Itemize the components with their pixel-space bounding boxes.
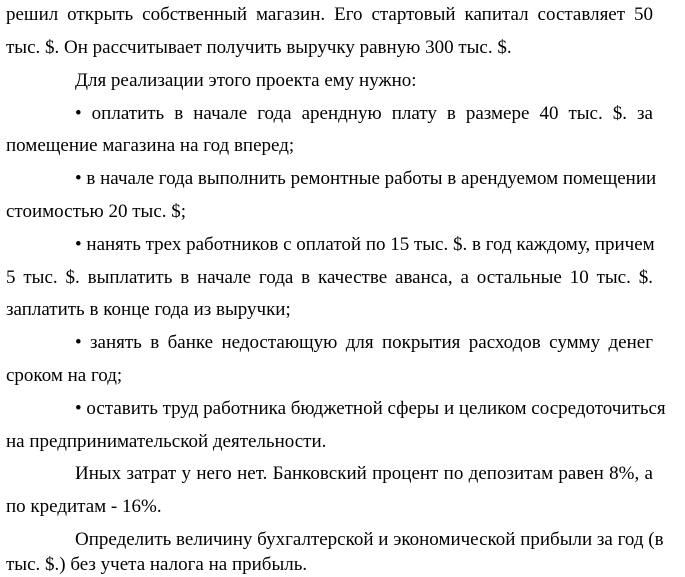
bullet-line: • оставить труд работника бюджетной сферы и целиком сосредоточиться bbox=[75, 398, 666, 419]
bullet-line: • нанять трех работников с оплатой по 15 тыс. $. в год каждому, причем bbox=[75, 234, 655, 255]
text-line: тыс. $. Он рассчитывает получить выручку равную 300 тыс. $. bbox=[6, 37, 512, 58]
text-line: по кредитам - 16%. bbox=[6, 496, 162, 517]
bullet-line: • в начале года выполнить ремонтные работы в арендуемом помещении bbox=[75, 168, 657, 189]
text-line: на предпринимательской деятельности. bbox=[6, 431, 327, 452]
text-line: Определить величину бухгалтерской и экономической прибыли за год (в bbox=[75, 529, 664, 550]
text-line: Иных затрат у него нет. Банковский процент по депозитам равен 8%, а bbox=[75, 463, 653, 484]
text-line: заплатить в конце года из выручки; bbox=[6, 299, 291, 320]
text-line: стоимостью 20 тыс. $; bbox=[6, 201, 187, 222]
bullet-line: • оплатить в начале года арендную плату в размере 40 тыс. $. за bbox=[75, 103, 653, 124]
text-line: решил открыть собственный магазин. Его стартовый капитал составляет 50 bbox=[6, 4, 653, 25]
text-line: 5 тыс. $. выплатить в начале года в качестве аванса, а остальные 10 тыс. $. bbox=[6, 267, 653, 288]
text-line: Для реализации этого проекта ему нужно: bbox=[75, 70, 417, 91]
text-line: помещение магазина на год вперед; bbox=[6, 135, 295, 156]
bullet-line: • занять в банке недостающую для покрытия расходов сумму денег bbox=[75, 332, 653, 353]
text-line: сроком на год; bbox=[6, 365, 123, 386]
text-line: тыс. $.) без учета налога на прибыль. bbox=[6, 554, 308, 575]
